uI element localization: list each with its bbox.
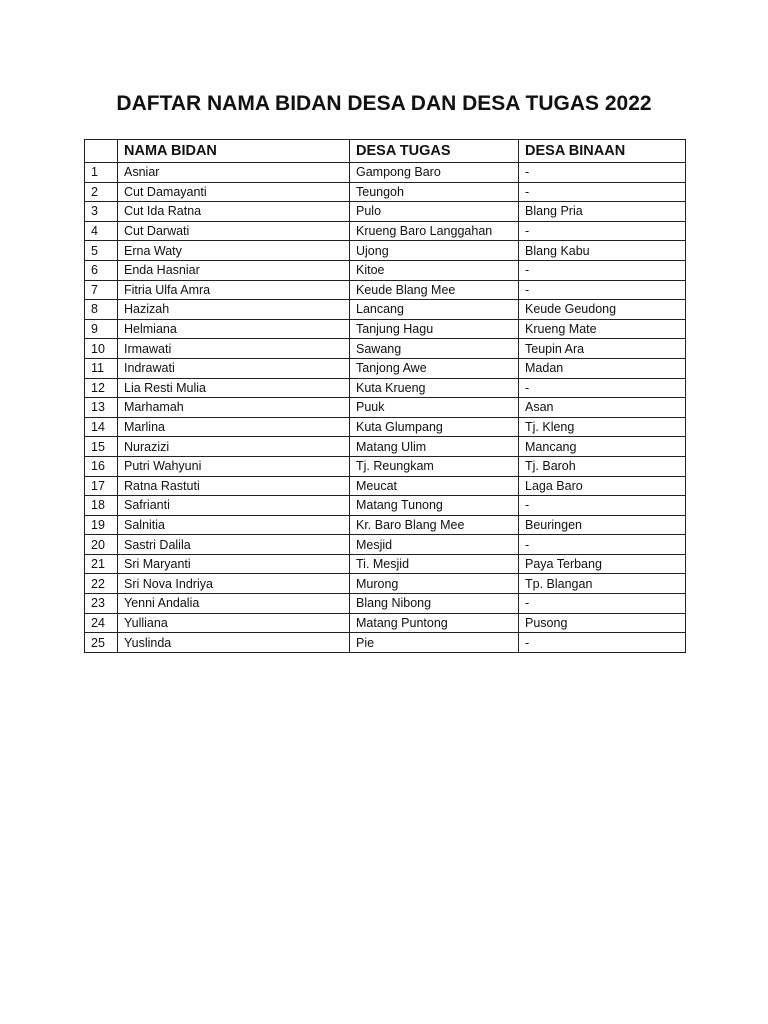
row-number: 11 — [85, 358, 118, 378]
bidan-name: Cut Darwati — [118, 221, 350, 241]
table-row — [85, 241, 686, 261]
bidan-name: Putri Wahyuni — [118, 456, 350, 476]
desa-binaan: Teupin Ara — [519, 339, 686, 359]
bidan-name: Sri Nova Indriya — [118, 574, 350, 594]
bidan-name: Erna Waty — [118, 241, 350, 261]
desa-tugas: Meucat — [350, 476, 519, 496]
desa-tugas: Ujong — [350, 241, 519, 261]
desa-binaan: - — [519, 535, 686, 555]
desa-tugas: Ti. Mesjid — [350, 554, 519, 574]
header-no — [85, 140, 118, 163]
table-row — [85, 319, 686, 339]
desa-binaan: Blang Kabu — [519, 241, 686, 261]
row-number: 21 — [85, 554, 118, 574]
desa-tugas: Matang Tunong — [350, 496, 519, 516]
table-row — [85, 378, 686, 398]
table-row — [85, 456, 686, 476]
bidan-name: Ratna Rastuti — [118, 476, 350, 496]
table-row — [85, 515, 686, 535]
desa-tugas: Kuta Glumpang — [350, 417, 519, 437]
desa-binaan: Keude Geudong — [519, 300, 686, 320]
bidan-name: Hazizah — [118, 300, 350, 320]
table-row — [85, 554, 686, 574]
desa-tugas: Gampong Baro — [350, 163, 519, 183]
row-number: 10 — [85, 339, 118, 359]
table-row — [85, 476, 686, 496]
table-row — [85, 613, 686, 633]
table-header — [85, 140, 686, 163]
table-row — [85, 280, 686, 300]
table-body — [85, 163, 686, 653]
header-row — [85, 140, 686, 163]
row-number: 19 — [85, 515, 118, 535]
table-row — [85, 260, 686, 280]
table-row — [85, 182, 686, 202]
row-number: 5 — [85, 241, 118, 261]
table-row — [85, 496, 686, 516]
desa-binaan: - — [519, 182, 686, 202]
desa-binaan: - — [519, 633, 686, 653]
desa-binaan: - — [519, 378, 686, 398]
desa-binaan: Mancang — [519, 437, 686, 457]
desa-binaan: - — [519, 260, 686, 280]
desa-tugas: Kitoe — [350, 260, 519, 280]
desa-binaan: Laga Baro — [519, 476, 686, 496]
header-desa-tugas: DESA TUGAS — [350, 140, 519, 163]
table-row — [85, 300, 686, 320]
desa-binaan: - — [519, 163, 686, 183]
row-number: 13 — [85, 398, 118, 418]
desa-tugas: Tanjung Hagu — [350, 319, 519, 339]
desa-binaan: Paya Terbang — [519, 554, 686, 574]
desa-binaan: Beuringen — [519, 515, 686, 535]
desa-tugas: Tj. Reungkam — [350, 456, 519, 476]
row-number: 9 — [85, 319, 118, 339]
row-number: 20 — [85, 535, 118, 555]
bidan-name: Sastri Dalila — [118, 535, 350, 555]
desa-binaan: Krueng Mate — [519, 319, 686, 339]
table-row — [85, 163, 686, 183]
table-row — [85, 437, 686, 457]
bidan-name: Cut Damayanti — [118, 182, 350, 202]
row-number: 2 — [85, 182, 118, 202]
table-row — [85, 221, 686, 241]
row-number: 17 — [85, 476, 118, 496]
table-row — [85, 339, 686, 359]
header-desa-binaan: DESA BINAAN — [519, 140, 686, 163]
header-name: NAMA BIDAN — [118, 140, 350, 163]
table-row — [85, 535, 686, 555]
desa-tugas: Murong — [350, 574, 519, 594]
desa-binaan: Tj. Baroh — [519, 456, 686, 476]
bidan-name: Marhamah — [118, 398, 350, 418]
row-number: 24 — [85, 613, 118, 633]
desa-tugas: Kuta Krueng — [350, 378, 519, 398]
row-number: 22 — [85, 574, 118, 594]
desa-binaan: Tj. Kleng — [519, 417, 686, 437]
table-row — [85, 417, 686, 437]
desa-binaan: Pusong — [519, 613, 686, 633]
bidan-name: Asniar — [118, 163, 350, 183]
desa-tugas: Puuk — [350, 398, 519, 418]
desa-binaan: Blang Pria — [519, 202, 686, 222]
desa-tugas: Pulo — [350, 202, 519, 222]
desa-tugas: Kr. Baro Blang Mee — [350, 515, 519, 535]
bidan-name: Marlina — [118, 417, 350, 437]
bidan-name: Indrawati — [118, 358, 350, 378]
bidan-name: Yulliana — [118, 613, 350, 633]
desa-tugas: Sawang — [350, 339, 519, 359]
desa-binaan: - — [519, 594, 686, 614]
row-number: 1 — [85, 163, 118, 183]
table-row — [85, 202, 686, 222]
row-number: 12 — [85, 378, 118, 398]
row-number: 15 — [85, 437, 118, 457]
desa-tugas: Blang Nibong — [350, 594, 519, 614]
bidan-name: Lia Resti Mulia — [118, 378, 350, 398]
bidan-name: Nurazizi — [118, 437, 350, 457]
bidan-name: Fitria Ulfa Amra — [118, 280, 350, 300]
bidan-name: Salnitia — [118, 515, 350, 535]
bidan-name: Sri Maryanti — [118, 554, 350, 574]
bidan-name: Cut Ida Ratna — [118, 202, 350, 222]
bidan-name: Yuslinda — [118, 633, 350, 653]
desa-tugas: Mesjid — [350, 535, 519, 555]
row-number: 25 — [85, 633, 118, 653]
row-number: 6 — [85, 260, 118, 280]
desa-tugas: Lancang — [350, 300, 519, 320]
bidan-name: Irmawati — [118, 339, 350, 359]
row-number: 4 — [85, 221, 118, 241]
desa-binaan: Madan — [519, 358, 686, 378]
row-number: 7 — [85, 280, 118, 300]
desa-tugas: Krueng Baro Langgahan — [350, 221, 519, 241]
desa-binaan: - — [519, 496, 686, 516]
bidan-name: Enda Hasniar — [118, 260, 350, 280]
row-number: 18 — [85, 496, 118, 516]
table-row — [85, 594, 686, 614]
row-number: 23 — [85, 594, 118, 614]
bidan-name: Helmiana — [118, 319, 350, 339]
desa-binaan: - — [519, 221, 686, 241]
desa-tugas: Keude Blang Mee — [350, 280, 519, 300]
table-row — [85, 574, 686, 594]
desa-tugas: Matang Ulim — [350, 437, 519, 457]
bidan-name: Yenni Andalia — [118, 594, 350, 614]
row-number: 3 — [85, 202, 118, 222]
desa-tugas: Tanjong Awe — [350, 358, 519, 378]
desa-tugas: Matang Puntong — [350, 613, 519, 633]
bidan-name: Safrianti — [118, 496, 350, 516]
row-number: 16 — [85, 456, 118, 476]
midwife-table — [84, 139, 686, 653]
table-row — [85, 358, 686, 378]
desa-binaan: Tp. Blangan — [519, 574, 686, 594]
row-number: 14 — [85, 417, 118, 437]
table-row — [85, 633, 686, 653]
desa-tugas: Pie — [350, 633, 519, 653]
table-row — [85, 398, 686, 418]
desa-tugas: Teungoh — [350, 182, 519, 202]
row-number: 8 — [85, 300, 118, 320]
page-title: DAFTAR NAMA BIDAN DESA DAN DESA TUGAS 2022 — [116, 92, 652, 115]
desa-binaan: Asan — [519, 398, 686, 418]
desa-binaan: - — [519, 280, 686, 300]
